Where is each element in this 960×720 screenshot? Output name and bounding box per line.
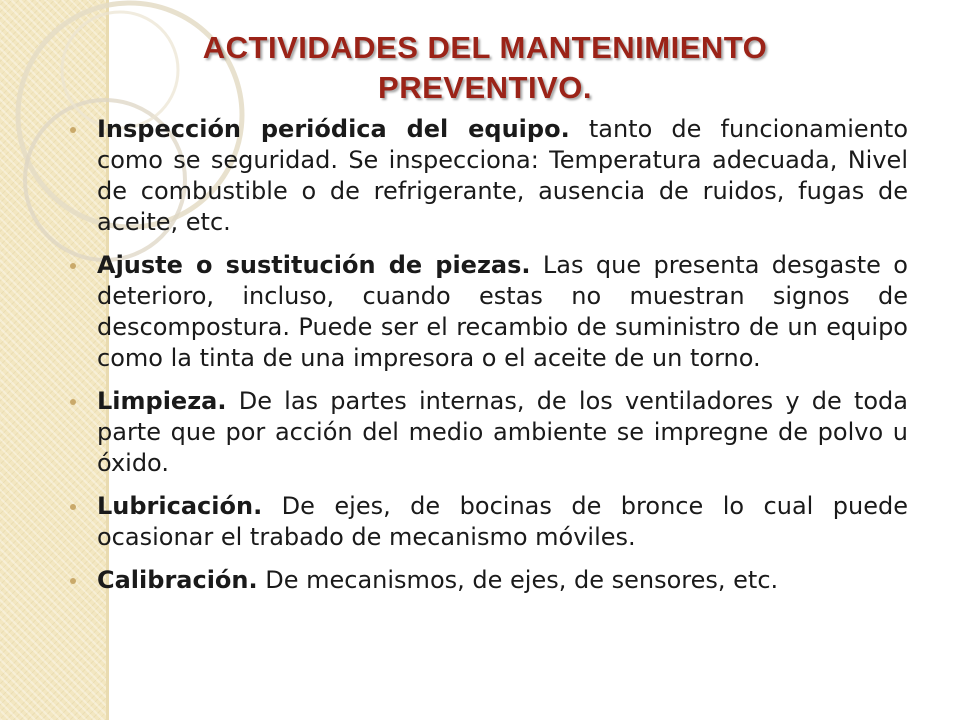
title-line-1: ACTIVIDADES DEL MANTENIMIENTO (202, 30, 768, 65)
bullet-item-calibracion (70, 565, 908, 596)
bullet-dot-icon (70, 399, 76, 405)
bullet-text: Las que presenta desgaste o deterioro, incluso, cuando estas no muestran signos de descompostura. Puede ser el recambio de suministro de un equipo como la tinta de una impresora o el aceite de un torno. (97, 251, 908, 372)
bullet-text: De mecanismos, de ejes, de sensores, etc. (257, 566, 779, 594)
bullet-text: tanto de funcionamiento como se seguridad. Se inspecciona: Temperatura adecuada, Nivel de combustible o de refrigerante, ausencia de ruidos, fugas de aceite, etc. (97, 115, 909, 236)
bullet-dot-icon (70, 578, 76, 584)
bullet-list (70, 114, 908, 608)
bullet-text: De las partes internas, de los ventiladores y de toda parte que por acción del medio ambiente se impregne de polvo u óxido. (97, 387, 908, 477)
bullet-term: Lubricación. (97, 492, 263, 520)
bullet-item-ajuste (70, 250, 908, 374)
bullet-item-limpieza (70, 386, 908, 479)
bullet-term: Inspección periódica del equipo. (97, 115, 570, 143)
slide-title (110, 28, 860, 108)
bullet-item-inspeccion (70, 114, 908, 238)
bullet-text: De ejes, de bocinas de bronce lo cual puede ocasionar el trabado de mecanismo móviles. (97, 492, 908, 551)
bullet-item-lubricacion (70, 491, 908, 553)
title-line-2: PREVENTIVO. (378, 70, 592, 105)
bullet-term: Limpieza. (97, 387, 227, 415)
bullet-dot-icon (70, 263, 76, 269)
bullet-term: Calibración. (97, 566, 258, 594)
bullet-dot-icon (70, 127, 76, 133)
bullet-dot-icon (70, 504, 76, 510)
bullet-term: Ajuste o sustitución de piezas. (97, 251, 531, 279)
